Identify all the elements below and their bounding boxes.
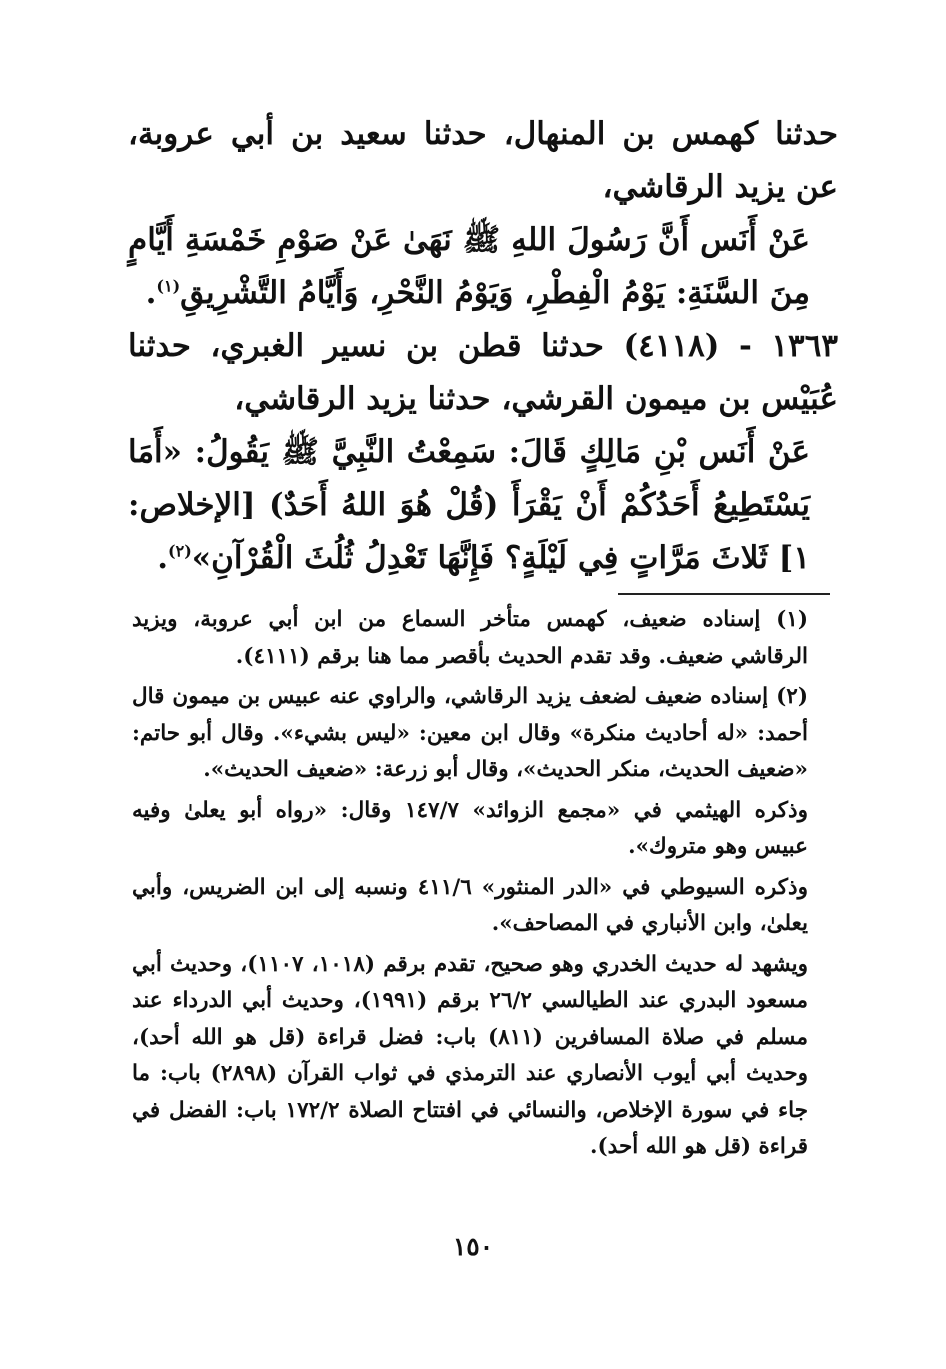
- matn-2-end: .: [157, 540, 169, 576]
- matn-1: [128, 214, 838, 320]
- isnad-2: ١٣٦٣ - (٤١١٨) حدثنا قطن بن نسير الغبري، حدثنا عُبَيْس بن ميمون القرشي، حدثنا يزيد الرقاشي،: [128, 328, 838, 417]
- footnote-5: ويشهد له حديث الخدري وهو صحيح، تقدم برقم (١٠١٨، ١١٠٧)، وحديث أبي مسعود البدري عند الطيالسي ٢٦/٢ برقم (١٩٩١)، وحديث أبي الدرداء عند مسلم في صلاة المسافرين (٨١١) باب: فضل قراءة (قل هو الله أحد)، وحديث أبي أيوب الأنصاري عند الترمذي في ثواب القرآن (٢٨٩٨) باب: ما جاء في سورة الإخلاص، والنسائي في افتتاح الصلاة ١٧٢/٢ باب: الفضل في قراءة (قل هو الله أحد).: [132, 951, 809, 1159]
- matn-2-intro: عَنْ أَنَس بْنِ مَالِكٍ قَالَ: سَمِعْتُ النَّبِيَّ ﷺ يَقُولُ:: [194, 434, 810, 470]
- footnote-4: وذكره السيوطي في «الدر المنثور» ٤١١/٦ ونسبه إلى ابن الضريس، وأبي يعلىٰ، وابن الأنباري في المصاحف».: [132, 874, 808, 936]
- footnote-3: وذكره الهيثمي في «مجمع الزوائد» ١٤٧/٧ وقال: «رواه أبو يعلىٰ وفيه عبيس وهو متروك».: [132, 797, 808, 859]
- matn-2: [128, 426, 838, 585]
- footnote-ref-2: (٢): [168, 541, 192, 561]
- main-text: [128, 108, 838, 585]
- matn-2-quote: «أَمَا يَسْتَطِيعُ أَحَدُكُمْ أَنْ يَقْرَأَ (قُلْ هُوَ اللهُ أَحَدٌ) [الإخلاص: ١] ثَلاثَ مَرَّاتٍ فِي لَيْلَةٍ؟ فَإِنَّهَا تَعْدِلُ ثُلُثَ الْقُرْآنِ»: [128, 434, 810, 576]
- footnote-ref-1: (١): [156, 276, 181, 296]
- footnote-divider: [618, 593, 830, 595]
- isnad-1: حدثنا كهمس بن المنهال، حدثنا سعيد بن أبي عروبة، عن يزيد الرقاشي،: [128, 116, 838, 205]
- footnote-1: (١) إسناده ضعيف، كهمس متأخر السماع من ابن أبي عروبة، ويزيد الرقاشي ضعيف. وقد تقدم الحديث بأقصر مما هنا برقم (٤١١١).: [132, 607, 808, 669]
- footnotes: [132, 602, 836, 1170]
- page-number: ١٥٠: [452, 1232, 494, 1261]
- matn-1-end: .: [145, 275, 157, 311]
- matn-1-text: عَنْ أَنَس أَنَّ رَسُولَ اللهِ ﷺ نَهَىٰ عَنْ صَوْمِ خَمْسَةِ أَيَّامٍ مِنَ السَّنَةِ: يَوْمُ الْفِطْرِ، وَيَوْمُ النَّحْرِ، وَأَيَّامُ التَّشْرِيقِ: [128, 222, 810, 311]
- footnote-2: (٢) إسناده ضعيف لضعف يزيد الرقاشي، والراوي عنه عبيس بن ميمون قال أحمد: «له أحاديث منكرة» وقال ابن معين: «ليس بشيء». وقال أبو حاتم: «ضعيف الحديث، منكر الحديث»، وقال أبو زرعة: «ضعيف الحديث».: [132, 684, 808, 782]
